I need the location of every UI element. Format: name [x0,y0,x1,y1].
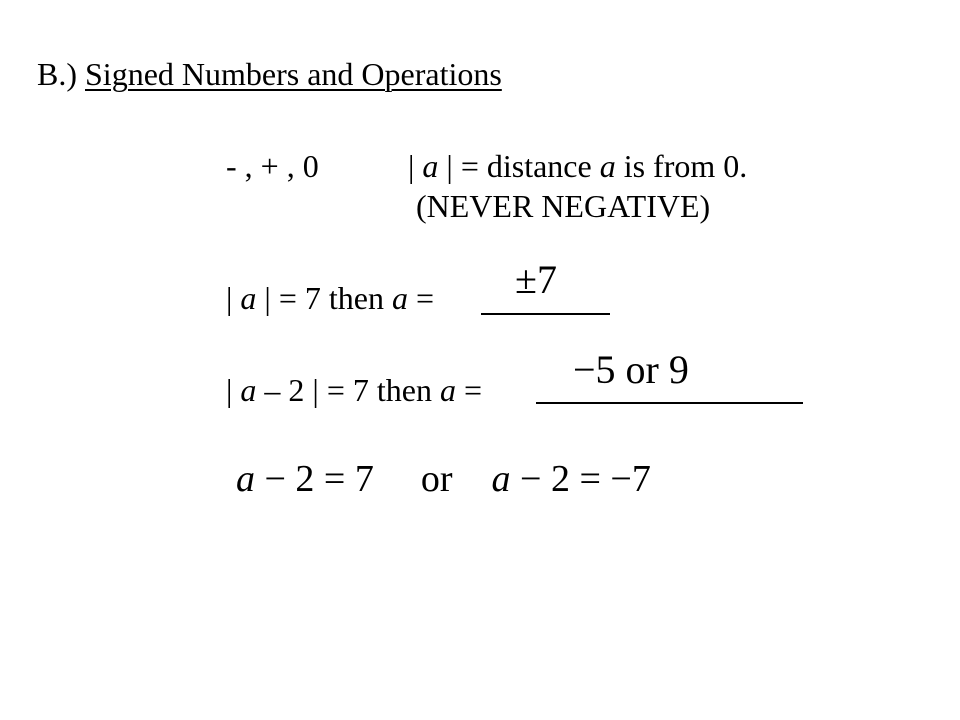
variable-a: a [422,148,439,184]
abs-bar-open: | [226,372,233,408]
answer-2: −5 or 9 [573,347,689,392]
answer-1: ±7 [515,257,557,302]
abs-bar-open: | [408,148,415,184]
sign-list: - , + , 0 [226,148,319,184]
equals-sign: = [415,280,434,316]
variable-a: a [236,458,255,500]
variable-a: a [439,372,456,408]
equation-left: − 2 = 7 [264,458,374,500]
abs-definition-text: | = distance [446,148,592,184]
section-heading: Signed Numbers and Operations [85,56,502,92]
section-prefix: B.) [37,56,77,92]
answer-blank-2 [536,402,803,404]
equation-right: − 2 = −7 [520,458,651,500]
never-negative-note: (NEVER NEGATIVE) [416,188,711,224]
abs-definition [408,150,747,182]
question-2-text: – 2 | = 7 then [264,372,432,408]
variable-a: a [491,458,511,500]
section-title [37,58,502,90]
variable-a: a [240,372,257,408]
question-1 [226,282,434,314]
equals-sign: = [463,372,482,408]
variable-a: a [599,148,616,184]
question-2 [226,374,482,406]
work-equations [236,460,651,498]
variable-a: a [391,280,408,316]
abs-bar-open: | [226,280,233,316]
question-1-text: | = 7 then [264,280,384,316]
answer-blank-1 [481,313,610,315]
abs-definition-tail: is from 0. [623,148,748,184]
variable-a: a [240,280,257,316]
equation-connector: or [420,458,453,500]
